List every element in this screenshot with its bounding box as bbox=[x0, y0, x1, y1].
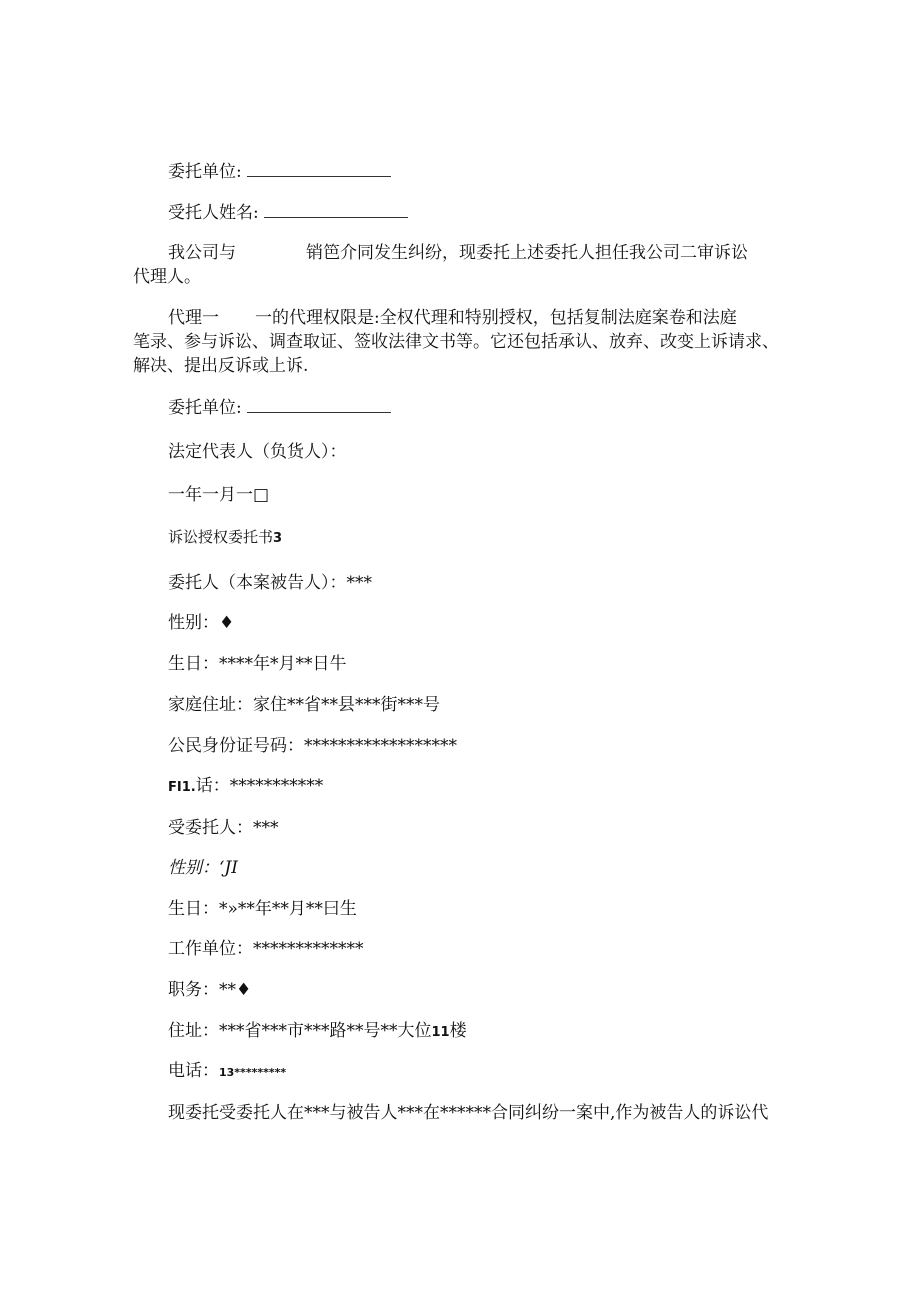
paragraph-1-text-b: 销笆介同发生纠纷，现委托上述委托人担任我公司二审诉讼 bbox=[306, 243, 748, 263]
entrusting-unit-blank-2 bbox=[247, 396, 391, 413]
principal-birthday: 生日：****年*月**日牛 bbox=[168, 654, 347, 674]
principal-address: 家庭住址：家住**省**县***街***号 bbox=[168, 695, 440, 715]
trustee: 受委托人：*** bbox=[168, 818, 279, 838]
principal: 委托人（本案被告人）：*** bbox=[168, 573, 372, 593]
trustee-name-blank bbox=[264, 201, 408, 218]
entrustment-statement: 现委托受委托人在***与被告人***在******合同纠纷一案中,作为被告人的诉讼代 bbox=[168, 1103, 769, 1123]
paragraph-2-line-2: 笔录、参与诉讼、调查取证、签收法律文书等。它还包括承认、放弃、改变上诉请求、 bbox=[133, 332, 779, 352]
paragraph-1-line-1 bbox=[168, 242, 748, 264]
entrusting-unit-blank bbox=[247, 160, 391, 177]
principal-gender: 性别：♦ bbox=[168, 613, 235, 633]
trustee-phone-number: 13********* bbox=[219, 1066, 287, 1079]
trustee-address bbox=[168, 1020, 467, 1044]
document-title bbox=[168, 526, 282, 550]
paragraph-2-line-3: 解决、提出反诉或上诉. bbox=[133, 356, 309, 376]
phone-text: 话：*********** bbox=[195, 776, 324, 796]
principal-phone bbox=[168, 775, 323, 799]
trustee-phone bbox=[168, 1060, 286, 1084]
paragraph-2-text-a: 代理一 bbox=[168, 308, 219, 328]
trustee-name-label: 受托人姓名: bbox=[168, 203, 259, 223]
principal-id-number: 公民身份证号码：****************** bbox=[168, 736, 457, 756]
date-line: 一年一月一□ bbox=[168, 485, 270, 505]
paragraph-1-text-a: 我公司与 bbox=[168, 243, 236, 263]
paragraph-2-line-1 bbox=[168, 307, 737, 329]
entrusting-unit-line-2 bbox=[168, 396, 391, 419]
entrusting-unit-label-2: 委托单位: bbox=[168, 398, 242, 418]
trustee-phone-label: 电话： bbox=[168, 1061, 219, 1081]
trustee-gender: 性别：ʻJI bbox=[168, 858, 238, 878]
trustee-birthday: 生日：*»**年**月**曰生 bbox=[168, 899, 357, 919]
trustee-name-line bbox=[168, 201, 408, 224]
entrusting-unit-label: 委托单位: bbox=[168, 162, 242, 182]
trustee-workplace: 工作单位：************* bbox=[168, 939, 364, 959]
trustee-position: 职务：**♦ bbox=[168, 980, 252, 1000]
address-number: 11 bbox=[431, 1025, 450, 1040]
title-number: 3 bbox=[273, 531, 283, 546]
entrusting-unit-line bbox=[168, 160, 391, 183]
phone-prefix: FI1. bbox=[168, 780, 196, 795]
paragraph-1-line-2: 代理人。 bbox=[133, 267, 201, 287]
address-text-a: 住址：***省***市***路**号**大位 bbox=[168, 1021, 432, 1041]
paragraph-2-text-b: 一的代理权限是:全权代理和特别授权，包括复制法庭案卷和法庭 bbox=[255, 308, 737, 328]
title-text: 诉讼授权委托书 bbox=[168, 528, 274, 546]
address-text-c: 楼 bbox=[449, 1021, 467, 1041]
legal-representative: 法定代表人（负货人）： bbox=[168, 442, 347, 462]
